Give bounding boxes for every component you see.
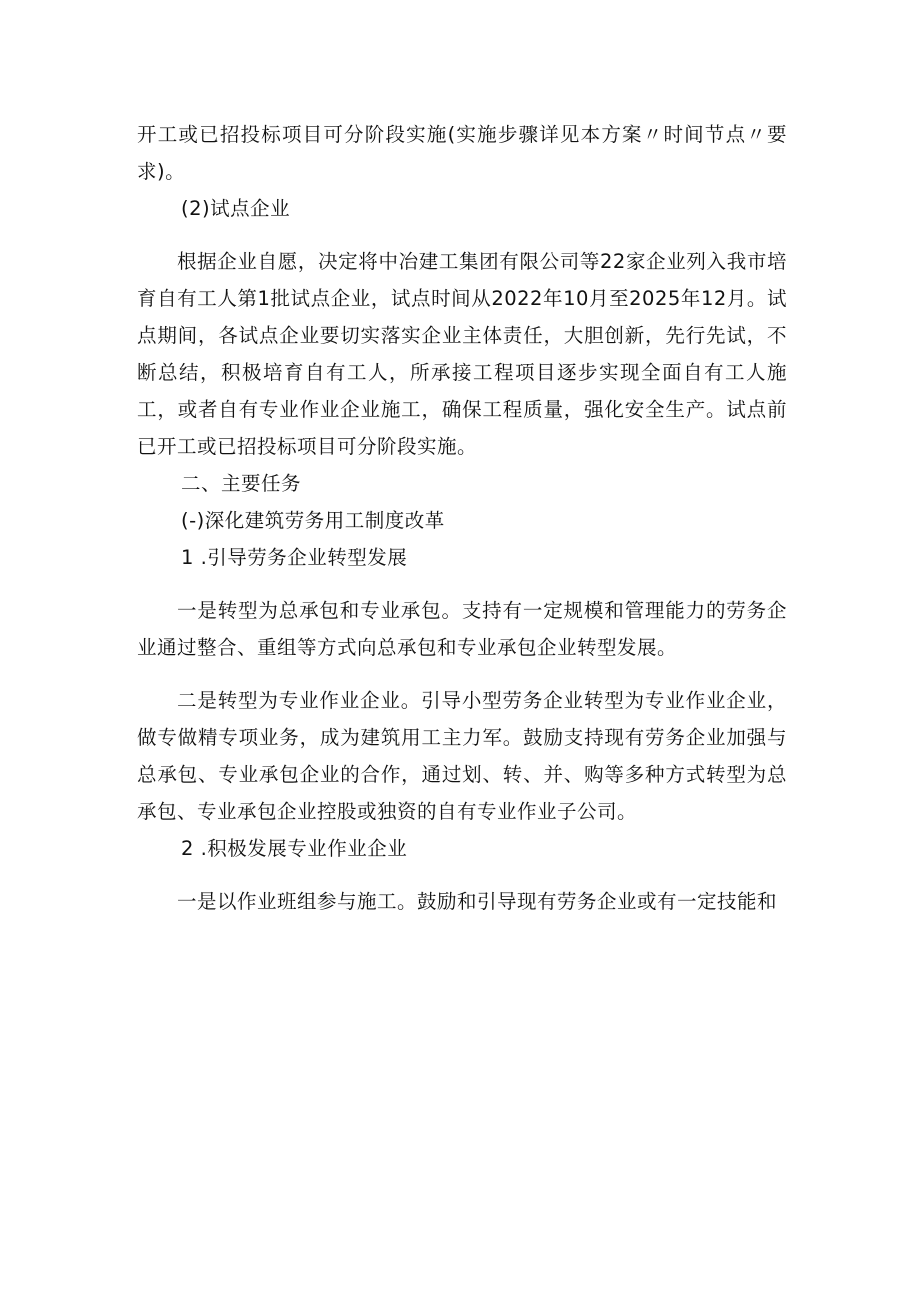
document-page	[137, 116, 787, 920]
heading-pilot-enterprises: (2)试点企业	[181, 197, 291, 220]
paragraph-general-contracting: 一是转型为总承包和专业承包。支持有一定规模和管理能力的劳务企业通过整合、重组等方式向总承包和专业承包企业转型发展。	[137, 599, 787, 659]
heading-labor-reform: (-)深化建筑劳务用工制度改革	[181, 509, 445, 532]
paragraph-specialized-operation: 二是转型为专业作业企业。引导小型劳务企业转型为专业作业企业，做专做精专项业务，成为建筑用工主力军。鼓励支持现有劳务企业加强与总承包、专业承包企业的合作，通过划、转、并、购等多种方式转型为总承包、专业承包企业控股或独资的自有专业作业子公司。	[137, 689, 787, 823]
heading-guide-transformation: 1 .引导劳务企业转型发展	[181, 546, 408, 569]
heading-main-tasks: 二、主要任务	[181, 472, 302, 495]
heading-develop-specialized: 2 .积极发展专业作业企业	[181, 837, 408, 860]
paragraph-work-teams: 一是以作业班组参与施工。鼓励和引导现有劳务企业或有一定技能和	[177, 890, 778, 913]
paragraph-continuation: 开工或已招投标项目可分阶段实施(实施步骤详见本方案〃时间节点〃要求)。	[137, 123, 787, 183]
paragraph-pilot-enterprises: 根据企业自愿，决定将中冶建工集团有限公司等22家企业列入我市培育自有工人第1批试点企业，试点时间从2022年10月至2025年12月。试点期间，各试点企业要切实落实企业主体责任，大胆创新，先行先试，不断总结，积极培育自有工人，所承接工程项目逐步实现全面自有工人施工，或者自有专业作业企业施工，确保工程质量，强化安全生产。试点前已开工或已招投标项目可分阶段实施。	[137, 250, 787, 458]
